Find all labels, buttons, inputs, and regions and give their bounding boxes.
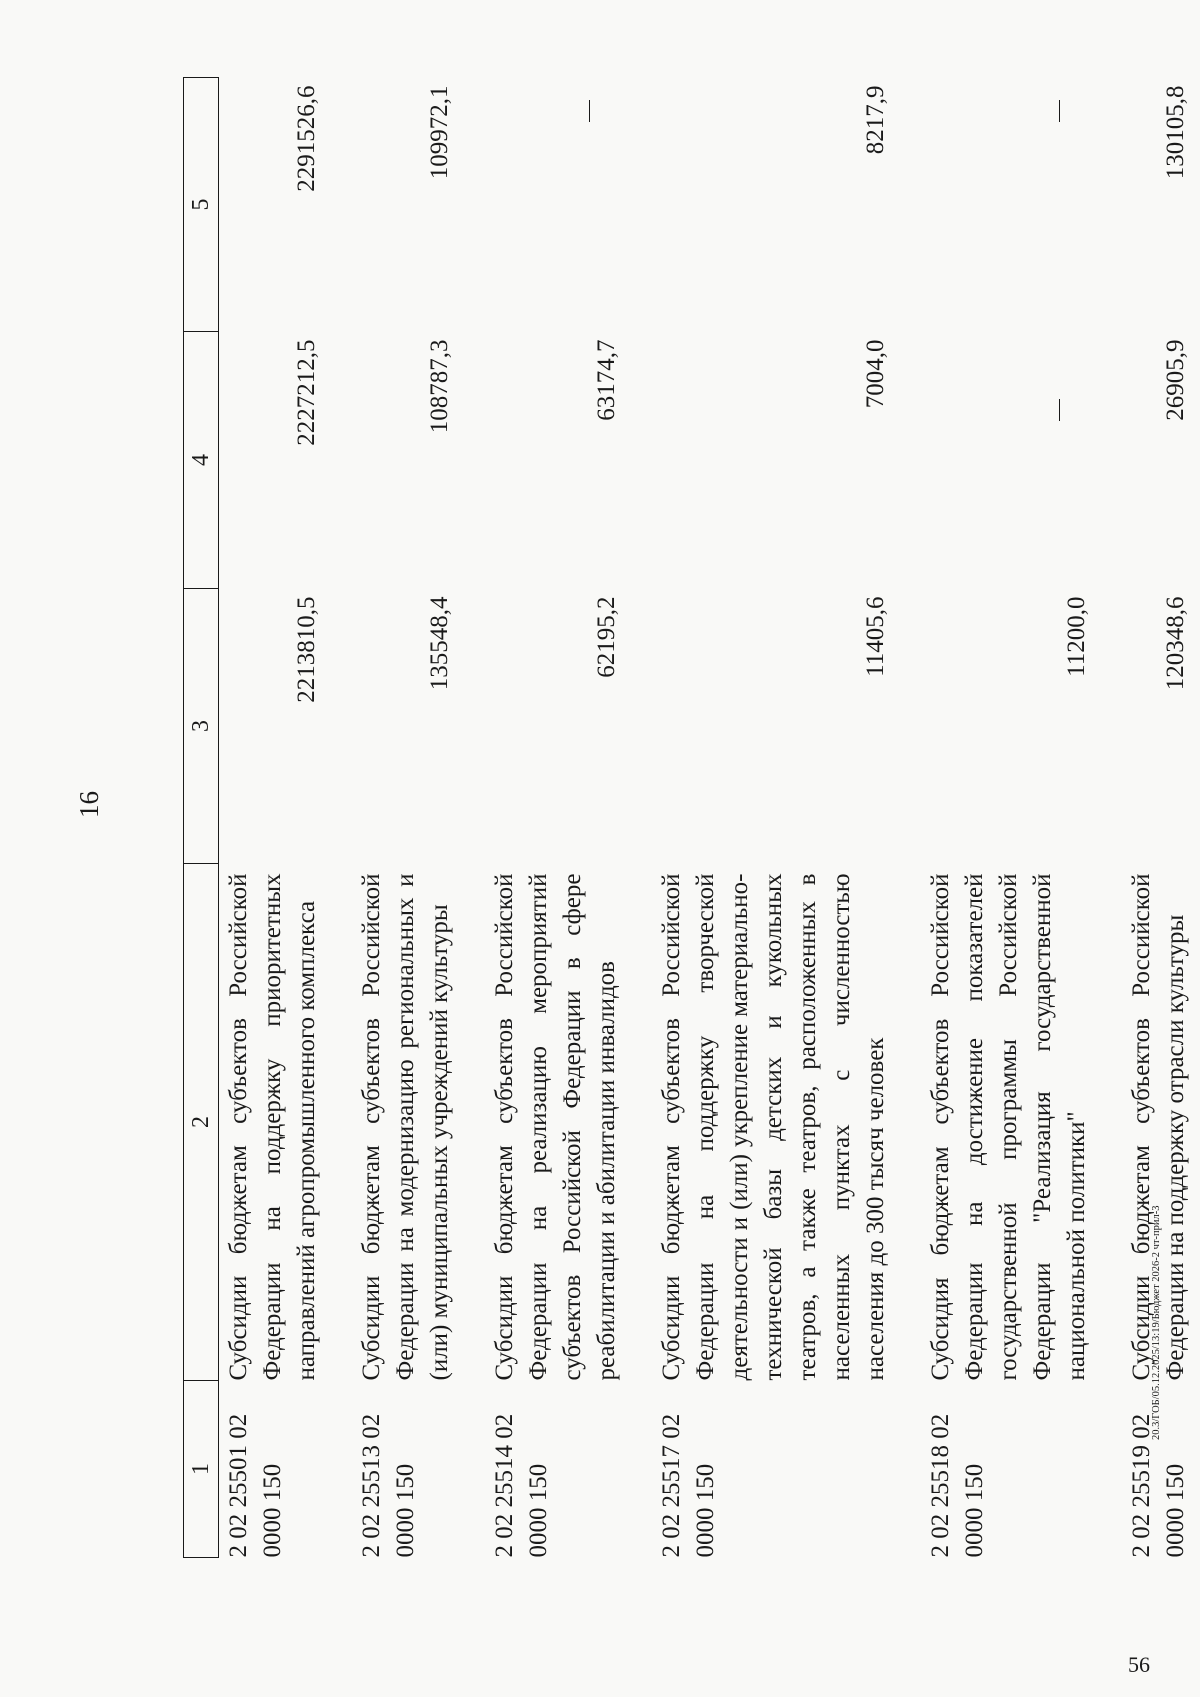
budget-table: [183, 77, 1200, 1558]
budget-code: 2 02 25501 02 0000 150: [225, 1413, 286, 1558]
column-header: 1: [184, 1381, 219, 1558]
amount-col4: 63174,7: [593, 339, 620, 421]
amount-col4: 2227212,5: [293, 339, 320, 446]
amount-col4: 26905,9: [1162, 339, 1189, 421]
row-description: Субсидия бюджетам субъектов Российской Федерации на достижение показателей государственной программы Российской Федерации "Реализация государственной национальной политики": [927, 873, 1090, 1381]
column-header: 3: [184, 589, 219, 864]
amount-col4: [924, 332, 1125, 589]
amount-col4: 108787,3: [426, 339, 453, 434]
column-header: 4: [184, 332, 219, 589]
amount-col3: 2213810,5: [293, 596, 320, 703]
footer-document-code: 20.3/ГОБ/05.12.2025/13:19/Бюджет 2026-2 чт-прил-3: [1151, 1205, 1162, 1440]
column-header: 2: [184, 864, 219, 1381]
table-header-row: [184, 78, 219, 1558]
page-number: 16: [74, 791, 104, 818]
row-description: Субсидии бюджетам субъектов Российской Федерации на реализацию мероприятий субъектов Российской Федерации в сфере реабилитации и абилитации инвалидов: [491, 873, 620, 1381]
amount-col3: 135548,4: [426, 596, 453, 691]
budget-code: 2 02 25514 02 0000 150: [491, 1413, 552, 1558]
amount-col5: 130105,8: [1162, 85, 1189, 180]
column-header: 5: [184, 78, 219, 332]
amount-col3: 11405,6: [862, 596, 889, 677]
row-description: Субсидии бюджетам субъектов Российской Федерации на поддержку творческой деятельности и (или) укрепление материально-технической базы детских и кукольных театров, а также театров, расположенных в населенных пунктах с численностью населения до 300 тысяч человек: [658, 873, 889, 1381]
rotated-table-frame: [183, 78, 1189, 1558]
amount-col5: 2291526,6: [293, 85, 320, 192]
dash-mark: [1059, 400, 1094, 422]
amount-col5: 109972,1: [426, 85, 453, 180]
amount-col4: 7004,0: [862, 339, 889, 409]
amount-col5: [488, 78, 655, 332]
dash-mark: [1059, 101, 1094, 123]
table-row: [488, 78, 655, 1558]
dash-mark: [589, 101, 624, 123]
budget-code: 2 02 25517 02 0000 150: [658, 1413, 719, 1558]
table-row: [1125, 78, 1200, 1558]
table-row: [655, 78, 924, 1558]
amount-col5: [924, 78, 1125, 332]
budget-code: 2 02 25518 02 0000 150: [927, 1413, 988, 1558]
table-row: [219, 78, 356, 1558]
sheet-number: 56: [1128, 1652, 1150, 1677]
amount-col3: 11200,0: [1063, 596, 1090, 677]
row-description: Субсидии бюджетам субъектов Российской Федерации на поддержку отрасли культуры: [1128, 873, 1189, 1381]
row-description: Субсидии бюджетам субъектов Российской Федерации на модернизацию региональных и (или) муниципальных учреждений культуры: [358, 873, 453, 1381]
budget-code: 2 02 25519 02 0000 150: [1128, 1413, 1189, 1558]
budget-code: 2 02 25513 02 0000 150: [358, 1413, 419, 1558]
amount-col5: 8217,9: [862, 85, 889, 155]
table-row: [924, 78, 1125, 1558]
table-row: [355, 78, 488, 1558]
amount-col3: 62195,2: [593, 596, 620, 678]
amount-col3: 120348,6: [1162, 596, 1189, 691]
row-description: Субсидии бюджетам субъектов Российской Федерации на поддержку приоритетных направлений агропромышленного комплекса: [225, 873, 320, 1381]
